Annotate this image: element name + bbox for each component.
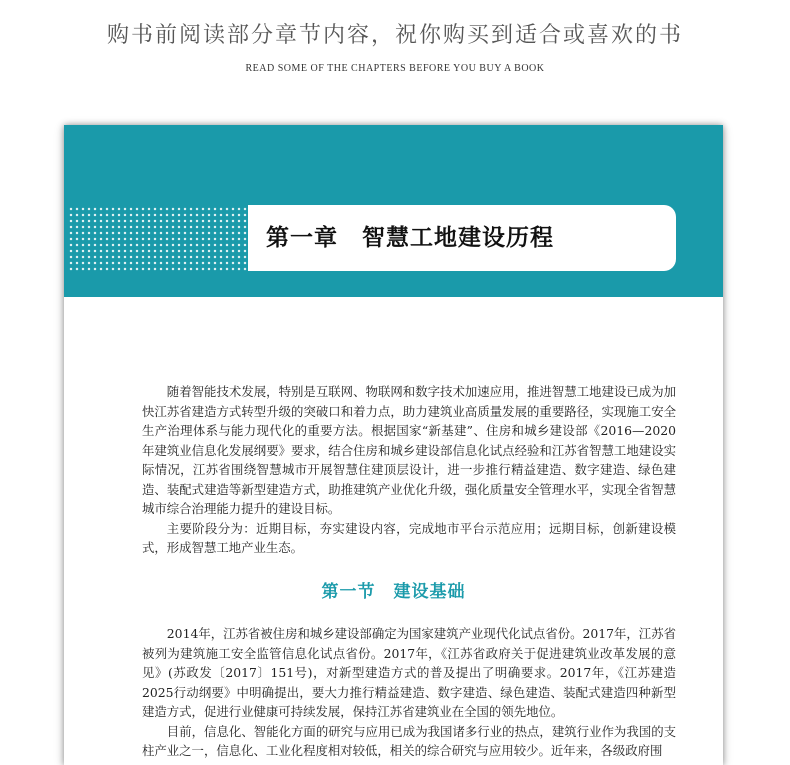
intro-paragraph: 随着智能技术发展，特别是互联网、物联网和数字技术加速应用，推进智慧工地建设已成为加快江苏省建造方式转型升级的突破口和着力点，助力建筑业高质量发展的重要路径，实现施工安全生产治理体系与能力现代化的重要方法。根据国家“新基建”、住房和城乡建设部《2016—2020年建筑业信息化发展纲要》要求，结合住房和城乡建设部信息化试点经验和江苏省智慧工地建设实际情况，江苏省围绕智慧城市开展智慧住建顶层设计，进一步推行精益建造、数字建造、绿色建造、装配式建造等新型建造方式，助推建筑产业优化升级，强化质量安全管理水平，实现全省智慧城市综合治理能力提升的建设目标。 (142, 384, 676, 516)
book-page-preview (64, 125, 723, 765)
chapter-title-box (248, 205, 676, 271)
section-paragraph: 目前，信息化、智能化方面的研究与应用已成为我国诸多行业的热点，建筑行业作为我国的支柱产业之一，信息化、工业化程度相对较低，相关的综合研究与应用较少。近年来，各级政府围 (142, 723, 676, 758)
section-title: 第一节 建设基础 (321, 582, 466, 602)
chapter-banner (64, 125, 723, 297)
dot-pattern-decoration (68, 206, 248, 272)
section-text (142, 624, 676, 761)
intro-paragraph: 主要阶段分为：近期目标，夯实建设内容，完成地市平台示范应用；远期目标，创新建设模式，形成智慧工地产业生态。 (142, 520, 676, 555)
intro-text (142, 382, 676, 558)
chapter-title: 第一章 智慧工地建设历程 (266, 224, 554, 251)
section-paragraph: 2014年，江苏省被住房和城乡建设部确定为国家建筑产业现代化试点省份。2017年，江苏省被列为建筑施工安全监管信息化试点省份。2017年，《江苏省政府关于促进建筑业改革发展的意见》(苏政发〔2017〕151号)，对新型建造方式的普及提出了明确要求。2017年，《江苏建造2025行动纲要》中明确提出，要大力推行精益建造、数字建造、绿色建造、装配式建造四种新型建造方式，促进行业健康可持续发展，保持江苏省建筑业在全国的领先地位。 (142, 626, 676, 719)
page-header-subtitle: READ SOME OF THE CHAPTERS BEFORE YOU BUY A BOOK (245, 63, 545, 74)
page-header-title: 购书前阅读部分章节内容，祝你购买到适合或喜欢的书 (106, 23, 683, 48)
